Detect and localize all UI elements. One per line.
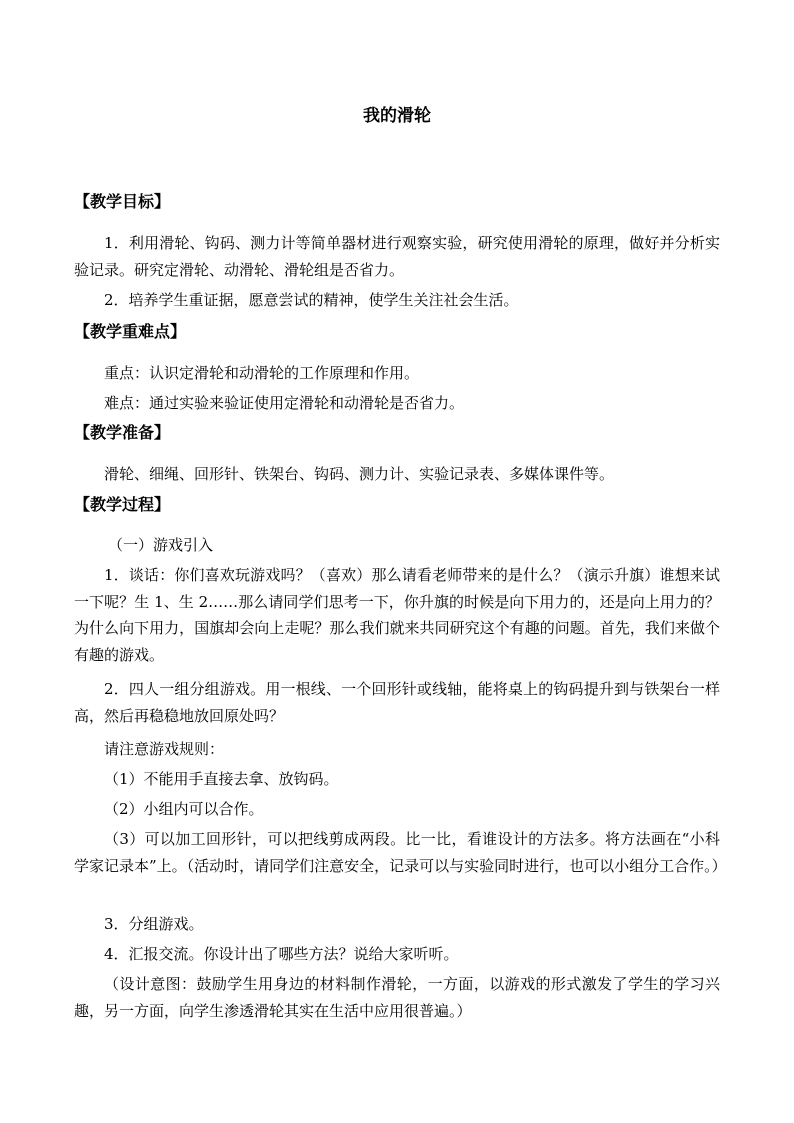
process-item-7: 3．分组游戏。 (104, 915, 204, 933)
process-item-5: （2）小组内可以合作。 (104, 800, 264, 818)
process-item-3: 请注意游戏规则： (104, 740, 225, 758)
process-item-1: 1．谈话：你们喜欢玩游戏吗？（喜欢）那么请看老师带来的是什么？（演示升旗）谁想来试一下呢？生 1、生 2……那么请同学们思考一下，你升旗的时候是向下用力的，还是向上用力的？为什么向下用力，国旗却会向上走呢？那么我们就来共同研究这个有趣的问题。首先，我们来做个有趣的游戏。 (74, 566, 720, 664)
heading-preparation: 【教学准备】 (74, 423, 171, 442)
key-point-item-2: 难点：通过实验来验证使用定滑轮和动滑轮是否省力。 (104, 394, 465, 412)
key-point-item-1: 重点：认识定滑轮和动滑轮的工作原理和作用。 (104, 364, 420, 382)
process-item-6: （3）可以加工回形针，可以把线剪成两段。比一比，看谁设计的方法多。将方法画在“小科学家记录本”上。（活动时，请同学们注意安全，记录可以与实验同时进行，也可以小组分工合作。） (74, 830, 727, 875)
preparation-item-1: 滑轮、细绳、回形针、铁架台、钩码、测力计、实验记录表、多媒体课件等。 (104, 465, 615, 483)
heading-objectives: 【教学目标】 (74, 192, 171, 211)
process-item-9: （设计意图：鼓励学生用身边的材料制作滑轮，一方面，以游戏的形式激发了学生的学习兴趣，另一方面，向学生渗透滑轮其实在生活中应用很普遍。） (74, 975, 720, 1020)
objective-item-1: 1．利用滑轮、钩码、测力计等简单器材进行观察实验，研究使用滑轮的原理，做好并分析实验记录。研究定滑轮、动滑轮、滑轮组是否省力。 (74, 234, 720, 279)
heading-key-points: 【教学重难点】 (74, 322, 187, 341)
objective-item-2: 2．培养学生重证据，愿意尝试的精神，使学生关注社会生活。 (104, 291, 519, 309)
heading-process: 【教学过程】 (74, 495, 171, 514)
process-subheading: （一）游戏引入 (108, 536, 214, 554)
process-item-2: 2．四人一组分组游戏。用一根线、一个回形针或线轴，能将桌上的钩码提升到与铁架台一样高，然后再稳稳地放回原处吗？ (74, 680, 720, 725)
process-item-4: （1）不能用手直接去拿、放钩码。 (104, 770, 339, 788)
document-title: 我的滑轮 (363, 106, 431, 126)
process-item-8: 4．汇报交流。你设计出了哪些方法？说给大家听听。 (104, 945, 459, 963)
